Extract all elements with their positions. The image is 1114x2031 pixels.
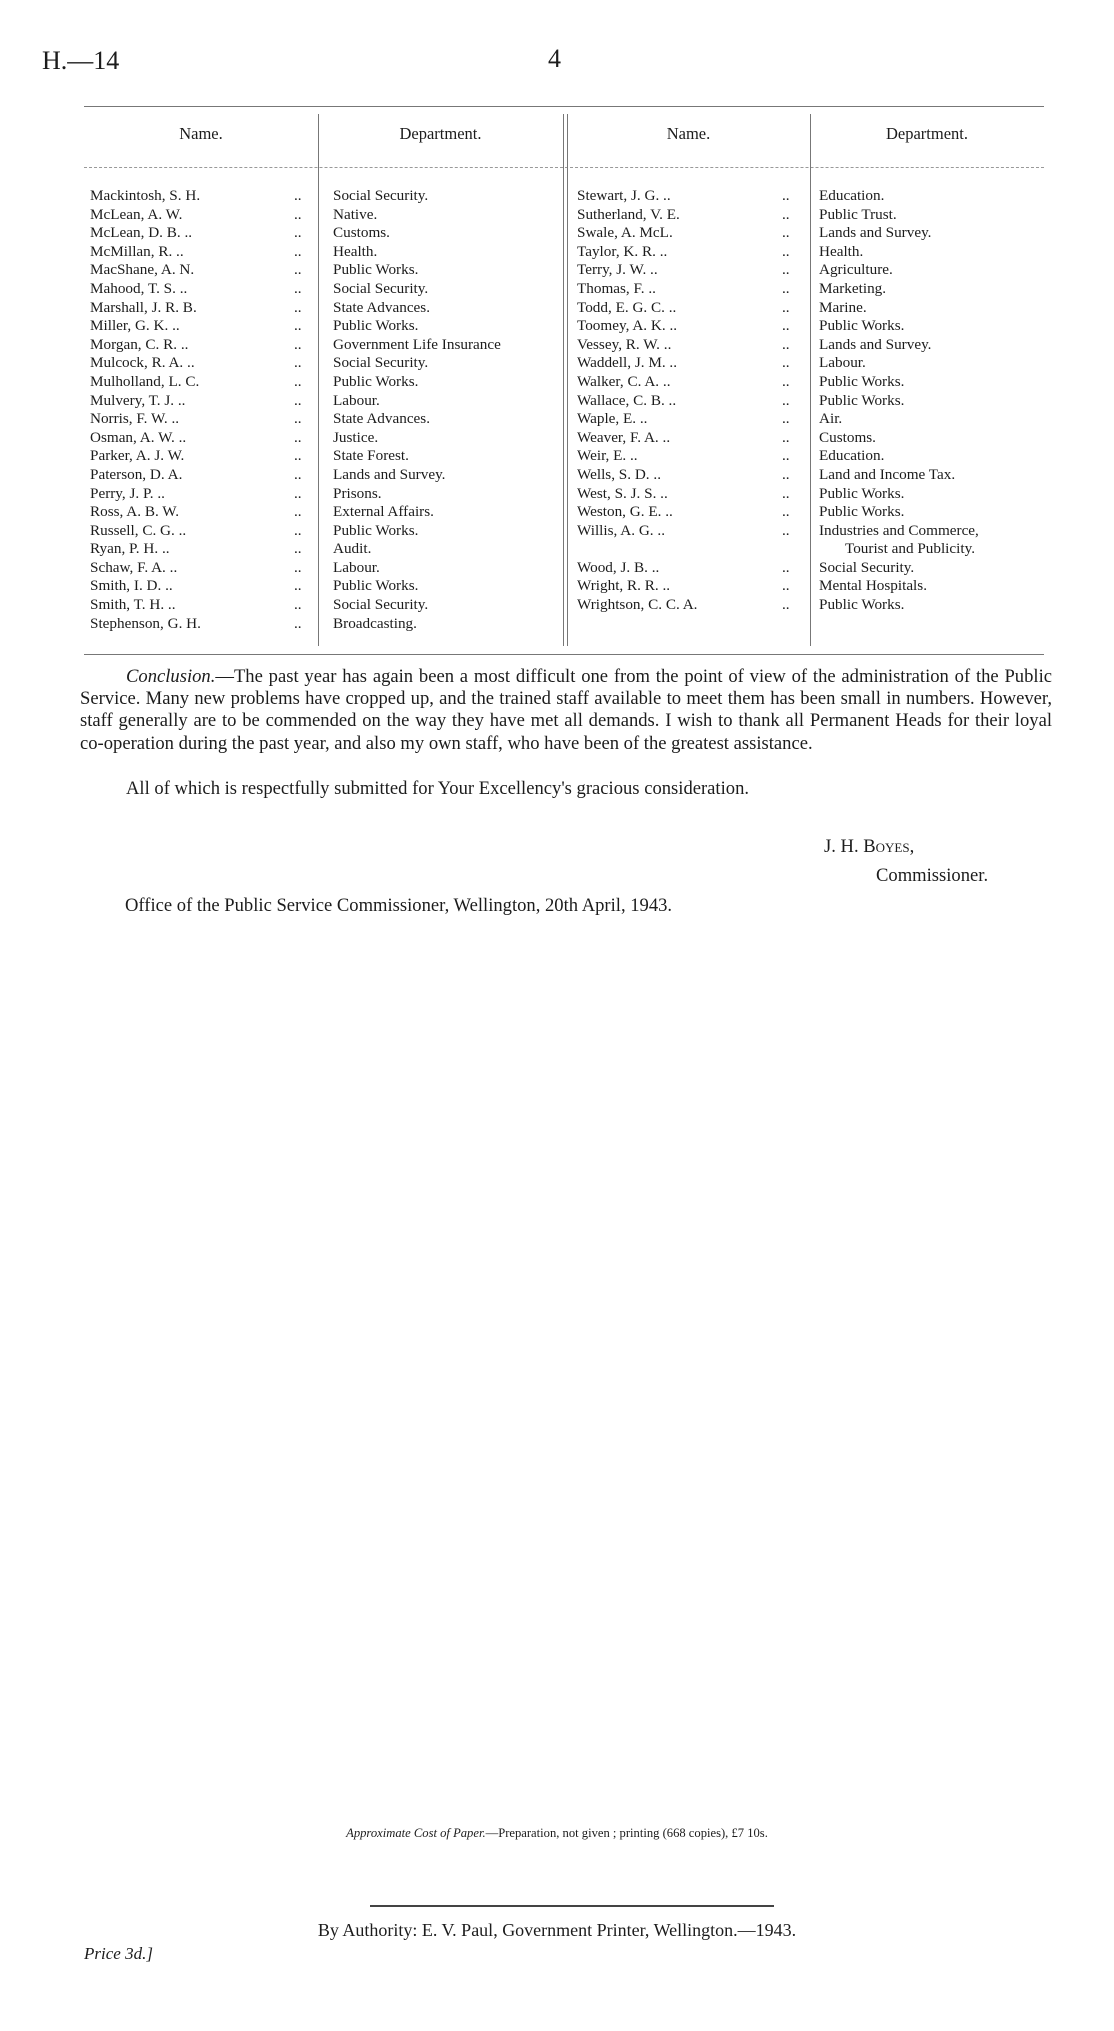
department: Education. xyxy=(819,447,885,465)
column-divider xyxy=(563,114,564,646)
staff-name: Todd, E. G. C. .. xyxy=(577,298,677,316)
department: Public Works. xyxy=(333,577,419,595)
leader-dots: .. xyxy=(782,317,790,335)
leader-dots: .. xyxy=(294,261,302,279)
department: Public Works. xyxy=(819,503,905,521)
department: Public Works. xyxy=(333,372,419,390)
department: Public Works. xyxy=(819,391,905,409)
department: Public Works. xyxy=(333,317,419,335)
department: Public Trust. xyxy=(819,205,897,223)
staff-name: Terry, J. W. .. xyxy=(577,261,658,279)
leader-dots: .. xyxy=(294,596,302,614)
leader-dots: .. xyxy=(782,242,790,260)
staff-name: Wood, J. B. .. xyxy=(577,558,660,576)
department: Justice. xyxy=(333,428,379,446)
department: Lands and Survey. xyxy=(819,224,932,242)
department: Public Works. xyxy=(819,484,905,502)
column-header-department: Department. xyxy=(399,124,482,143)
department: Public Works. xyxy=(333,521,419,539)
staff-name: Morgan, C. R. .. xyxy=(90,335,189,353)
department: Labour. xyxy=(819,354,866,372)
staff-name: Toomey, A. K. .. xyxy=(577,317,678,335)
leader-dots: .. xyxy=(782,279,790,297)
leader-dots: .. xyxy=(294,410,302,428)
staff-name: Weston, G. E. .. xyxy=(577,503,673,521)
office-date-line: Office of the Public Service Commissioner, Wellington, 20th April, 1943. xyxy=(125,895,673,916)
staff-name: Wallace, C. B. .. xyxy=(577,391,677,409)
leader-dots: .. xyxy=(782,261,790,279)
department: Audit. xyxy=(333,540,372,558)
department: Health. xyxy=(333,242,378,260)
leader-dots: .. xyxy=(294,242,302,260)
row-gap xyxy=(782,540,790,559)
signature-title: Commissioner. xyxy=(876,865,989,886)
leader-dots: .. xyxy=(782,465,790,483)
leader-dots: .. xyxy=(782,521,790,539)
staff-name: Mahood, T. S. .. xyxy=(90,279,188,297)
staff-name: Taylor, K. R. .. xyxy=(577,242,668,260)
staff-name: Mackintosh, S. H. xyxy=(90,187,201,204)
leader-dots: .. xyxy=(294,503,302,521)
staff-name: Waple, E. .. xyxy=(577,410,648,428)
table-bottom-rule xyxy=(84,654,1044,655)
department: Social Security. xyxy=(333,596,429,614)
leader-dots: .. xyxy=(782,558,790,576)
page-header-ref: H.—14 xyxy=(42,46,120,75)
conclusion-paragraph xyxy=(80,666,1052,755)
department: Social Security. xyxy=(333,187,429,204)
department: State Advances. xyxy=(333,410,431,428)
cost-of-paper xyxy=(0,1826,1114,1841)
leader-dots: .. xyxy=(294,391,302,409)
cost-text: —Preparation, not given ; printing (668 copies), £7 10s. xyxy=(485,1826,768,1840)
leader-dots: .. xyxy=(294,521,302,539)
staff-name: McLean, D. B. .. xyxy=(90,224,193,242)
conclusion-label: Conclusion. xyxy=(126,666,216,687)
department: Land and Income Tax. xyxy=(819,465,956,483)
staff-name: Thomas, F. .. xyxy=(577,279,656,297)
leader-dots: .. xyxy=(294,335,302,353)
staff-name: Willis, A. G. .. xyxy=(577,521,665,539)
department: Prisons. xyxy=(333,484,382,502)
staff-name: Schaw, F. A. .. xyxy=(90,558,178,576)
leader-dots: .. xyxy=(294,577,302,595)
page-number: 4 xyxy=(548,44,561,73)
department: State Forest. xyxy=(333,447,409,465)
closing-paragraph: All of which is respectfully submitted for Your Excellency's gracious consideration. xyxy=(126,778,750,799)
footer-rule xyxy=(370,1905,774,1907)
department: Agriculture. xyxy=(819,261,893,279)
staff-name: Norris, F. W. .. xyxy=(90,410,180,428)
leader-dots: .. xyxy=(782,577,790,595)
leader-dots: .. xyxy=(782,372,790,390)
column-header-department: Department. xyxy=(885,124,968,143)
column-divider xyxy=(810,114,811,646)
leader-dots: .. xyxy=(294,447,302,465)
department: Lands and Survey. xyxy=(333,465,446,483)
staff-name: Mulholland, L. C. xyxy=(90,372,200,390)
staff-name: MacShane, A. N. xyxy=(90,261,195,279)
staff-name: Osman, A. W. .. xyxy=(90,428,187,446)
price: Price 3d.] xyxy=(84,1944,153,1963)
staff-name: Mulcock, R. A. .. xyxy=(90,354,195,372)
column-divider xyxy=(567,114,568,646)
staff-name: Smith, I. D. .. xyxy=(90,577,173,595)
leader-dots: .. xyxy=(782,391,790,409)
leader-dots: .. xyxy=(294,484,302,502)
leader-dots: .. xyxy=(782,503,790,521)
department: Health. xyxy=(819,242,864,260)
department-line: Industries and Commerce, xyxy=(819,521,979,539)
left-names-column xyxy=(90,187,201,633)
leader-dots: .. xyxy=(294,540,302,558)
leader-dots: .. xyxy=(782,298,790,316)
staff-name: Ross, A. B. W. xyxy=(90,503,180,521)
department: Public Works. xyxy=(333,261,419,279)
department: Labour. xyxy=(333,391,380,409)
right-leader-dots xyxy=(782,187,790,615)
leader-dots: .. xyxy=(782,205,790,223)
staff-name: West, S. J. S. .. xyxy=(577,484,668,502)
staff-name: Weaver, F. A. .. xyxy=(577,428,671,446)
leader-dots: .. xyxy=(782,335,790,353)
staff-name: McLean, A. W. xyxy=(90,205,183,223)
department: Air. xyxy=(819,410,843,428)
staff-name: Wells, S. D. .. xyxy=(577,465,661,483)
column-header-name: Name. xyxy=(179,124,223,143)
leader-dots: .. xyxy=(782,187,790,204)
staff-name: McMillan, R. .. xyxy=(90,242,184,260)
leader-dots: .. xyxy=(294,298,302,316)
leader-dots: .. xyxy=(294,317,302,335)
staff-name: Ryan, P. H. .. xyxy=(90,540,170,558)
leader-dots: .. xyxy=(782,410,790,428)
staff-name: Perry, J. P. .. xyxy=(90,484,165,502)
department: Public Works. xyxy=(819,596,905,614)
department: Government Life Insurance xyxy=(333,335,501,353)
staff-name: Swale, A. McL. xyxy=(577,224,673,242)
leader-dots: .. xyxy=(294,465,302,483)
department xyxy=(819,522,979,559)
department: Labour. xyxy=(333,558,380,576)
leader-dots: .. xyxy=(294,354,302,372)
staff-name: Sutherland, V. E. xyxy=(577,205,680,223)
department-line: Tourist and Publicity. xyxy=(845,540,975,558)
department: Customs. xyxy=(333,224,390,242)
staff-name: Stephenson, G. H. xyxy=(90,614,201,632)
staff-name: Vessey, R. W. .. xyxy=(577,335,672,353)
department: Education. xyxy=(819,187,885,204)
staff-name: Smith, T. H. .. xyxy=(90,596,176,614)
staff-name: Walker, C. A. .. xyxy=(577,372,671,390)
department: Customs. xyxy=(819,428,876,446)
staff-name: Marshall, J. R. B. xyxy=(90,298,197,316)
department: Social Security. xyxy=(819,558,915,576)
right-departments-column xyxy=(819,187,979,615)
leader-dots: .. xyxy=(782,484,790,502)
department: Lands and Survey. xyxy=(819,335,932,353)
department: State Advances. xyxy=(333,298,431,316)
signature-name: J. H. Boyes, xyxy=(824,836,915,857)
department: Marketing. xyxy=(819,279,887,297)
staff-name: Stewart, J. G. .. xyxy=(577,187,671,204)
column-header-name: Name. xyxy=(666,124,711,143)
department: Native. xyxy=(333,205,378,223)
department: Public Works. xyxy=(819,372,905,390)
department: External Affairs. xyxy=(333,503,434,521)
cost-label: Approximate Cost of Paper. xyxy=(346,1826,486,1840)
department: Marine. xyxy=(819,298,867,316)
leader-dots: .. xyxy=(294,614,302,632)
leader-dots: .. xyxy=(782,354,790,372)
leader-dots: .. xyxy=(294,205,302,223)
staff-name: Mulvery, T. J. .. xyxy=(90,391,186,409)
staff-name: Waddell, J. M. .. xyxy=(577,354,678,372)
table-header-rule xyxy=(84,167,1044,168)
leader-dots: .. xyxy=(294,224,302,242)
staff-name: Wrightson, C. C. A. xyxy=(577,596,698,614)
department: Public Works. xyxy=(819,317,905,335)
leader-dots: .. xyxy=(782,224,790,242)
leader-dots: .. xyxy=(294,428,302,446)
staff-name: Paterson, D. A. xyxy=(90,465,183,483)
leader-dots: .. xyxy=(294,558,302,576)
staff-name: Russell, C. G. .. xyxy=(90,521,187,539)
leader-dots: .. xyxy=(294,372,302,390)
staff-name: Parker, A. J. W. xyxy=(90,447,185,465)
authority-line: By Authority: E. V. Paul, Government Printer, Wellington.—1943. xyxy=(317,1920,797,1940)
leader-dots: .. xyxy=(782,447,790,465)
leader-dots: .. xyxy=(294,187,302,204)
left-leader-dots xyxy=(294,187,302,633)
leader-dots: .. xyxy=(294,279,302,297)
right-names-column xyxy=(577,187,697,615)
left-departments-column xyxy=(333,187,501,633)
leader-dots: .. xyxy=(782,596,790,614)
department: Social Security. xyxy=(333,279,429,297)
row-gap xyxy=(577,540,697,559)
table-top-rule xyxy=(84,106,1044,107)
department: Social Security. xyxy=(333,354,429,372)
department: Mental Hospitals. xyxy=(819,577,927,595)
leader-dots: .. xyxy=(782,428,790,446)
staff-name: Wright, R. R. .. xyxy=(577,577,671,595)
column-divider xyxy=(318,114,319,646)
conclusion-text: —The past year has again been a most difficult one from the point of view of the administration of the Public Service. Many new problems have cropped up, and the trained staff available to meet them has been small in numbers. However, staff generally are to be commended on the way they have met all demands. I wish to thank all Permanent Heads for their loyal co-operation during the past year, and also my own staff, who have been of the greatest assistance. xyxy=(80,666,1052,754)
department: Broadcasting. xyxy=(333,614,417,632)
staff-name: Weir, E. .. xyxy=(577,447,638,465)
staff-name: Miller, G. K. .. xyxy=(90,317,180,335)
